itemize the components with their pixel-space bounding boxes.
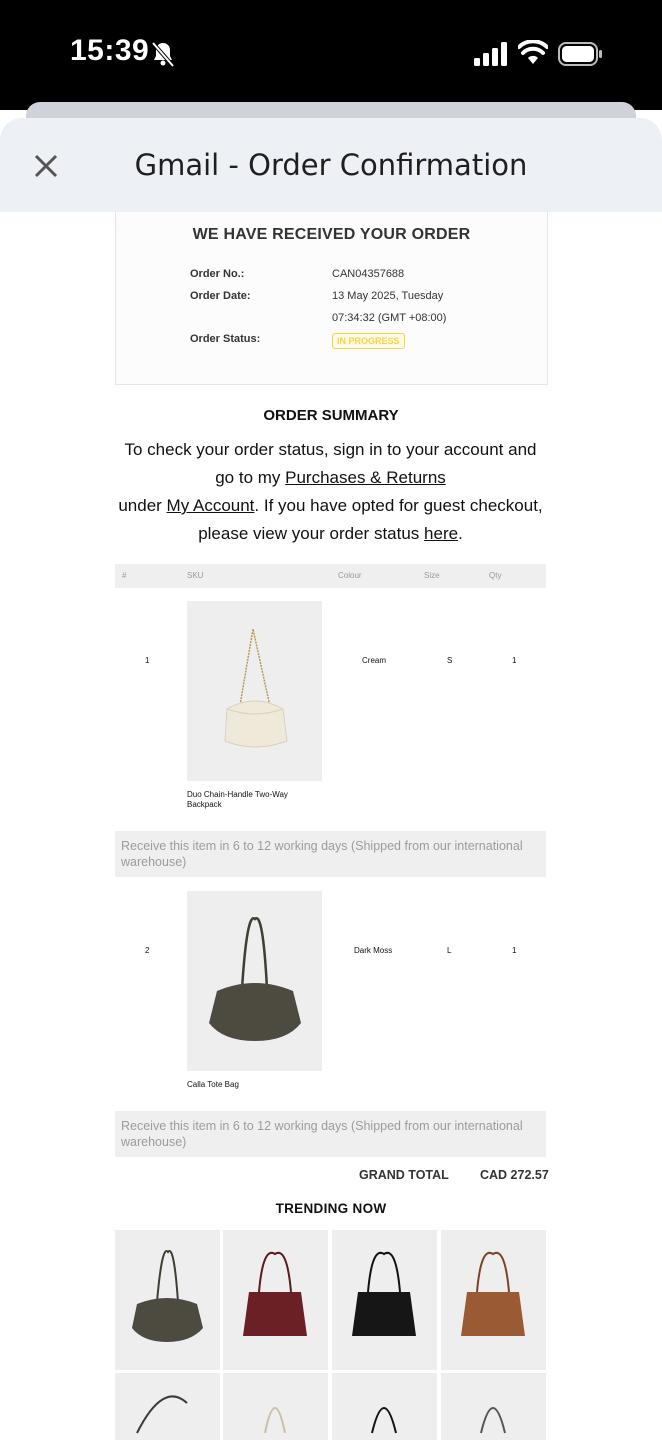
dark-moss-tote-image[interactable] xyxy=(187,891,322,1071)
trending-product-tile[interactable] xyxy=(441,1230,546,1370)
summary-text-part: . If you have opted for guest checkout, please view your order status xyxy=(198,496,543,543)
trending-product-tile[interactable] xyxy=(115,1373,220,1440)
cream-bag-image-drawing xyxy=(187,601,322,781)
page-title: Gmail - Order Confirmation xyxy=(134,148,528,182)
trending-bag-image xyxy=(332,1373,437,1440)
table-row xyxy=(115,891,546,1091)
bell-muted-icon xyxy=(150,40,176,68)
email-content xyxy=(0,212,662,1440)
order-summary-title: ORDER SUMMARY xyxy=(263,407,399,424)
trending-bag-image xyxy=(223,1373,328,1440)
trending-product-tile[interactable] xyxy=(441,1373,546,1440)
my-account-link[interactable]: My Account xyxy=(166,496,255,515)
column-header-size: Size xyxy=(424,571,440,580)
item-name[interactable]: Calla Tote Bag xyxy=(187,1080,239,1089)
status-bar xyxy=(0,0,662,110)
grand-total-label: GRAND TOTAL xyxy=(359,1168,449,1182)
battery-icon xyxy=(558,41,604,67)
item-size: S xyxy=(447,656,453,665)
cream-bag-image[interactable] xyxy=(187,601,322,781)
order-number-label: Order No.: xyxy=(190,268,245,280)
trending-now-title: TRENDING NOW xyxy=(275,1201,387,1216)
trending-product-tile[interactable] xyxy=(332,1373,437,1440)
trending-product-tile[interactable] xyxy=(223,1373,328,1440)
summary-text-part: . xyxy=(458,524,463,543)
purchases-returns-link[interactable]: Purchases & Returns xyxy=(285,468,446,487)
modal-header xyxy=(0,118,662,212)
item-index: 1 xyxy=(145,656,150,665)
status-badge: IN PROGRESS xyxy=(332,333,405,349)
order-received-box xyxy=(115,212,548,385)
trending-bag-image xyxy=(223,1230,328,1370)
shipping-note: Receive this item in 6 to 12 working days (Shipped from our international warehouse) xyxy=(115,1111,546,1157)
item-colour: Cream xyxy=(362,656,387,665)
trending-bag-image xyxy=(115,1230,220,1370)
order-date-label: Order Date: xyxy=(190,290,251,302)
order-status-label: Order Status: xyxy=(190,333,261,345)
signal-icon xyxy=(474,42,510,66)
table-row xyxy=(115,601,546,816)
trending-bag-image xyxy=(115,1373,220,1440)
column-header-sku: SKU xyxy=(187,571,204,580)
order-received-heading: WE HAVE RECEIVED YOUR ORDER xyxy=(192,226,471,243)
here-link[interactable]: here xyxy=(424,524,459,543)
wifi-icon xyxy=(518,40,548,66)
trending-product-tile[interactable] xyxy=(332,1230,437,1370)
summary-text-part: To check your order status, sign in to your account and go to my xyxy=(124,440,537,487)
order-time-value: 07:34:32 (GMT +08:00) xyxy=(332,312,447,324)
summary-text-part: under xyxy=(118,496,167,515)
shipping-note: Receive this item in 6 to 12 working days (Shipped from our international warehouse) xyxy=(115,831,546,877)
item-qty: 1 xyxy=(512,946,517,955)
status-time: 15:39 xyxy=(70,34,150,67)
column-header-colour: Colour xyxy=(338,571,362,580)
grand-total-value: CAD 272.57 xyxy=(480,1168,549,1182)
order-number-value: CAN04357688 xyxy=(332,268,405,280)
items-table-header xyxy=(115,564,546,588)
order-summary-text xyxy=(115,436,546,548)
trending-product-tile[interactable] xyxy=(115,1230,220,1370)
item-colour: Dark Moss xyxy=(354,946,393,955)
trending-bag-image xyxy=(332,1230,437,1370)
item-index: 2 xyxy=(145,946,150,955)
item-name[interactable]: Duo Chain-Handle Two-Way Backpack xyxy=(187,790,288,809)
column-header-qty: Qty xyxy=(489,571,502,580)
trending-bag-image xyxy=(441,1373,546,1440)
item-qty: 1 xyxy=(512,656,517,665)
trending-bag-image xyxy=(441,1230,546,1370)
column-header-index: # xyxy=(122,571,127,580)
order-date-value: 13 May 2025, Tuesday xyxy=(332,290,444,302)
item-size: L xyxy=(447,946,452,955)
trending-product-tile[interactable] xyxy=(223,1230,328,1370)
dark-moss-tote-image-drawing xyxy=(187,891,322,1071)
